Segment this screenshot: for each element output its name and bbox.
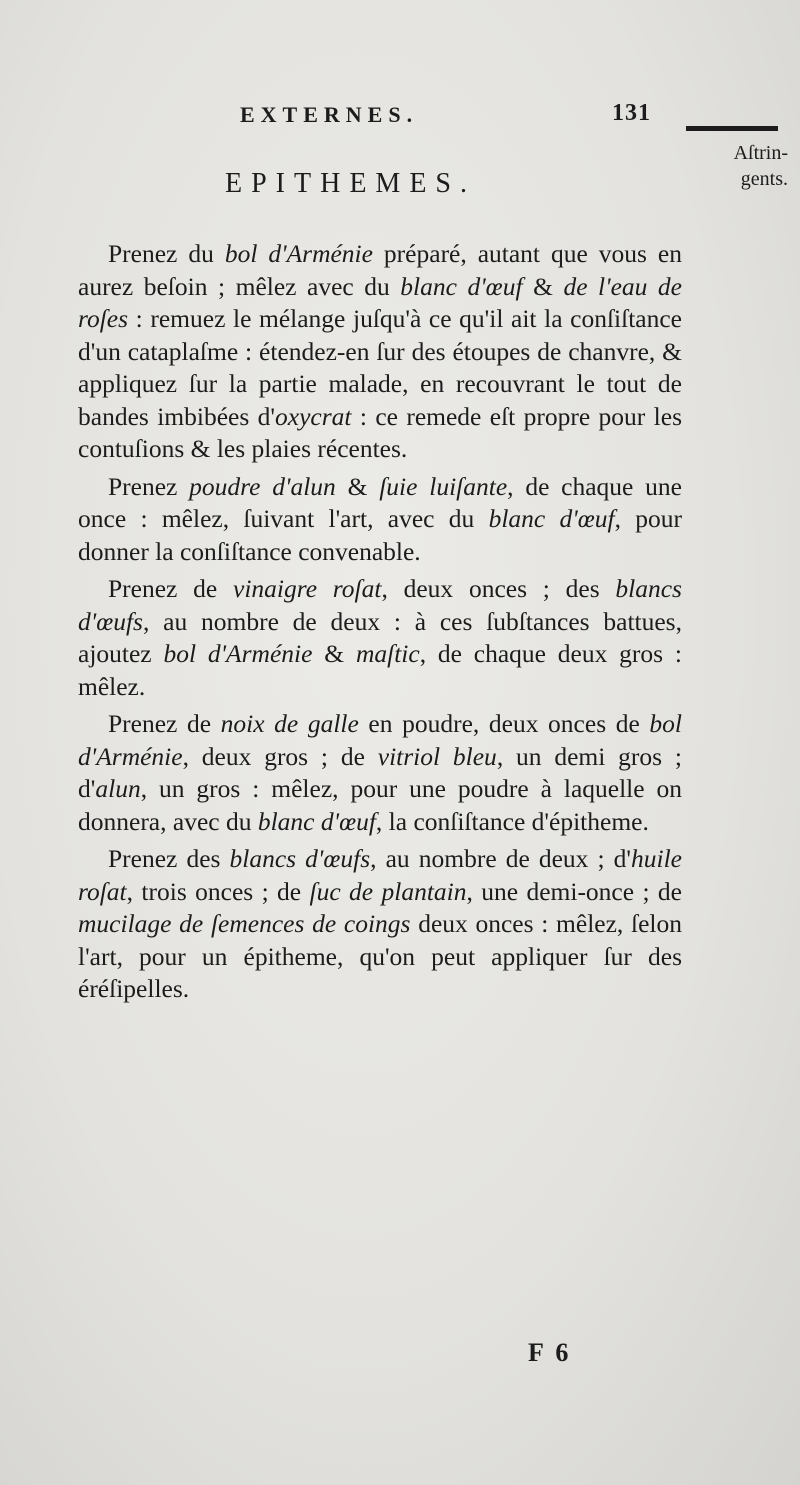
text-run: en poudre, deux onces de bbox=[358, 709, 650, 738]
margin-note-line-2: gents. bbox=[740, 168, 788, 190]
running-head: EXTERNES. bbox=[240, 102, 419, 127]
signature-mark: F 6 bbox=[528, 1338, 572, 1367]
text-run: , la conſiſtance d'épitheme. bbox=[375, 806, 649, 836]
text-run: Prenez bbox=[108, 471, 190, 501]
italic-term: bol d'Arménie bbox=[163, 639, 313, 668]
text-run: , pour donner la conſiſtance convenable. bbox=[78, 504, 682, 566]
body-text bbox=[78, 238, 682, 1011]
italic-term: ſuie luiſante bbox=[379, 471, 508, 501]
italic-term: ſuc de plantain bbox=[309, 876, 467, 906]
margin-note bbox=[688, 140, 788, 192]
italic-term: oxycrat bbox=[275, 401, 352, 431]
paragraph-2 bbox=[78, 471, 682, 569]
italic-term: blanc d'œuf bbox=[257, 806, 376, 836]
page-header bbox=[0, 96, 800, 136]
italic-term: noix de galle bbox=[220, 709, 359, 738]
text-run: Prenez de bbox=[108, 574, 233, 603]
italic-term: de l'eau de roſes bbox=[78, 271, 682, 333]
header-rule bbox=[686, 126, 778, 131]
text-run: & bbox=[522, 271, 564, 301]
text-run: Prenez des bbox=[108, 844, 230, 873]
italic-term: mucilage de ſemences de coings bbox=[78, 909, 411, 938]
paragraph-4 bbox=[78, 708, 682, 838]
text-run: , un demi gros ; d' bbox=[78, 741, 682, 803]
italic-term: poudre d'alun bbox=[189, 471, 336, 501]
text-run: , deux gros ; de bbox=[182, 741, 378, 771]
italic-term: blanc d'œuf bbox=[400, 271, 523, 301]
text-run: Prenez de bbox=[108, 709, 221, 738]
italic-term: bol d'Arménie bbox=[78, 709, 682, 771]
italic-term: alun bbox=[95, 774, 141, 803]
text-run: , une demi-once ; de bbox=[466, 876, 682, 906]
text-run: Prenez du bbox=[108, 239, 225, 268]
text-run: & bbox=[335, 471, 380, 501]
section-title: EPITHEMES. bbox=[225, 168, 476, 199]
margin-note-line-1: Aſtrin- bbox=[733, 142, 788, 164]
paragraph-3 bbox=[78, 573, 682, 703]
text-run: , de chaque une once : mêlez, ſuivant l'art, avec du bbox=[78, 471, 682, 533]
text-run: , au nombre de deux ; d' bbox=[370, 844, 632, 873]
text-run: , un gros : mêlez, pour une poudre à laquelle on donnera, avec du bbox=[78, 774, 682, 836]
text-run: : ce remede eſt propre pour les contuſions & les plaies récentes. bbox=[78, 401, 683, 463]
text-run: préparé, autant que vous en aurez beſoin ; mêlez avec du bbox=[78, 239, 682, 301]
italic-term: bol d'Arménie bbox=[224, 239, 373, 268]
text-run: : remuez le mélange juſqu'à ce qu'il ait la conſiſtance d'un cataplaſme : étendez-en ſur des étoupes de chanvre, & appliquez ſur la partie malade, en recouvrant le tout de bandes imbibées d' bbox=[78, 304, 682, 431]
italic-term: blancs d'œufs bbox=[78, 574, 682, 636]
page-number: 131 bbox=[612, 100, 651, 126]
text-run: , trois onces ; de bbox=[126, 876, 310, 906]
italic-term: vinaigre roſat bbox=[233, 574, 382, 603]
italic-term: blanc d'œuf bbox=[488, 504, 615, 533]
italic-term: vitriol bleu bbox=[377, 741, 497, 771]
italic-term: blancs d'œufs bbox=[229, 844, 371, 873]
paragraph-1 bbox=[78, 238, 682, 466]
text-run: , de chaque deux gros : mêlez. bbox=[78, 639, 683, 701]
italic-term: huile roſat bbox=[78, 844, 683, 906]
text-run: , au nombre de deux : à ces ſubſtances battues, ajoutez bbox=[78, 606, 682, 668]
text-run: deux onces : mêlez, ſelon l'art, pour un épitheme, qu'on peut appliquer ſur des éréſipelles. bbox=[78, 909, 682, 1003]
text-run: , deux onces ; des bbox=[381, 574, 616, 603]
paragraph-5 bbox=[78, 843, 682, 1006]
italic-term: maſtic bbox=[355, 639, 420, 668]
text-run: & bbox=[312, 639, 356, 668]
